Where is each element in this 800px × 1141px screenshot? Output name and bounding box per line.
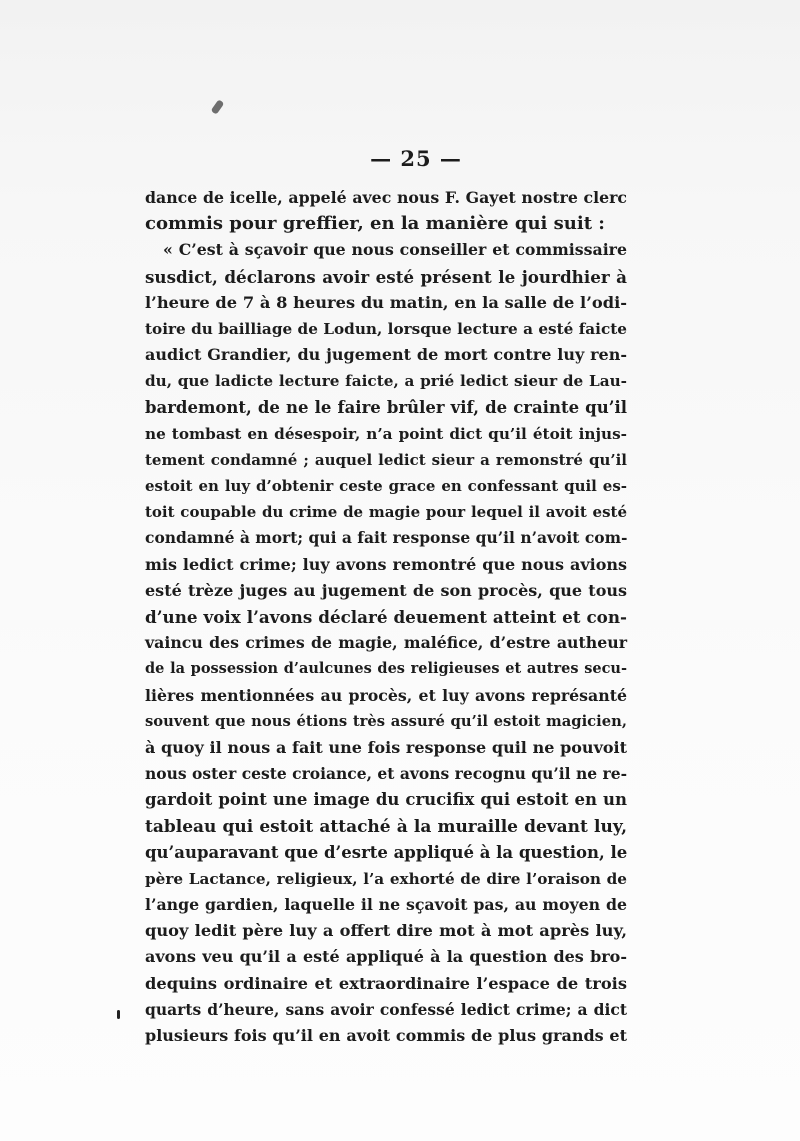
text-line: père Lactance, religieux, l’a exhorté de dire l’oraison de: [145, 869, 627, 888]
text-line: susdict, déclarons avoir esté présent le jourdhier à: [145, 266, 627, 287]
text-line: bardemont, de ne le faire brûler vif, de crainte qu’il: [145, 397, 627, 417]
text-line: d’une voix l’avons déclaré deuement atteint et con-: [145, 607, 627, 627]
text-line: quoy ledit père luy a offert dire mot à mot après luy,: [145, 921, 627, 941]
text-line: tement condamné ; auquel ledict sieur a remonstré qu’il: [145, 450, 627, 469]
text-line: du, que ladicte lecture faicte, a prié ledict sieur de Lau-: [145, 372, 627, 391]
page-body-text: [145, 185, 627, 1049]
text-line: dequins ordinaire et extraordinaire l’espace de trois: [145, 973, 627, 993]
page-number: — 25 —: [370, 146, 462, 171]
text-line: esté trèze juges au jugement de son procès, que tous: [145, 580, 627, 600]
text-line: ne tombast en désespoir, n’a point dict qu’il étoit injus-: [145, 424, 627, 443]
text-line: à quoy il nous a fait une fois response quil ne pouvoit: [145, 737, 627, 757]
text-line: toit coupable du crime de magie pour lequel il avoit esté: [145, 503, 627, 522]
text-line: nous oster ceste croiance, et avons recognu qu’il ne re-: [145, 764, 627, 784]
text-line: quarts d’heure, sans avoir confessé ledict crime; a dict: [145, 999, 627, 1019]
text-line: l’ange gardien, laquelle il ne sçavoit pas, au moyen de: [145, 895, 627, 915]
text-line: toire du bailliage de Lodun, lorsque lecture a esté faicte: [145, 319, 627, 338]
ink-mark: [117, 1010, 120, 1019]
text-line: condamné à mort; qui a fait response qu’il n’avoit com-: [145, 528, 628, 548]
text-line: lières mentionnées au procès, et luy avons représanté: [145, 685, 627, 705]
text-line: commis pour greffier, en la manière qui suit :: [145, 213, 605, 235]
text-line: gardoit point une image du crucifix qui estoit en un: [145, 790, 627, 810]
text-line: tableau qui estoit attaché à la muraille devant luy,: [145, 816, 627, 837]
pen-mark: [211, 99, 225, 114]
text-line: vaincu des crimes de magie, maléfice, d’estre autheur: [145, 633, 627, 653]
text-line: plusieurs fois qu’il en avoit commis de plus grands et: [145, 1026, 627, 1045]
text-line: souvent que nous étions très assuré qu’il estoit magicien,: [145, 712, 627, 730]
text-line: qu’auparavant que d’esrte appliqué à la question, le: [145, 842, 628, 862]
text-line: de la possession d’aulcunes des religieuses et autres secu-: [145, 660, 627, 678]
text-line: « C’est à sçavoir que nous conseiller et commissaire: [163, 240, 627, 260]
text-line: avons veu qu’il a esté appliqué à la question des bro-: [145, 947, 627, 967]
text-line: dance de icelle, appelé avec nous F. Gayet nostre clerc: [145, 188, 627, 207]
text-line: audict Grandier, du jugement de mort contre luy ren-: [145, 345, 627, 365]
text-line: estoit en luy d’obtenir ceste grace en confessant quil es-: [145, 477, 627, 496]
text-line: mis ledict crime; luy avons remontré que nous avions: [145, 554, 627, 574]
text-line: l’heure de 7 à 8 heures du matin, en la salle de l’odi-: [145, 292, 627, 312]
